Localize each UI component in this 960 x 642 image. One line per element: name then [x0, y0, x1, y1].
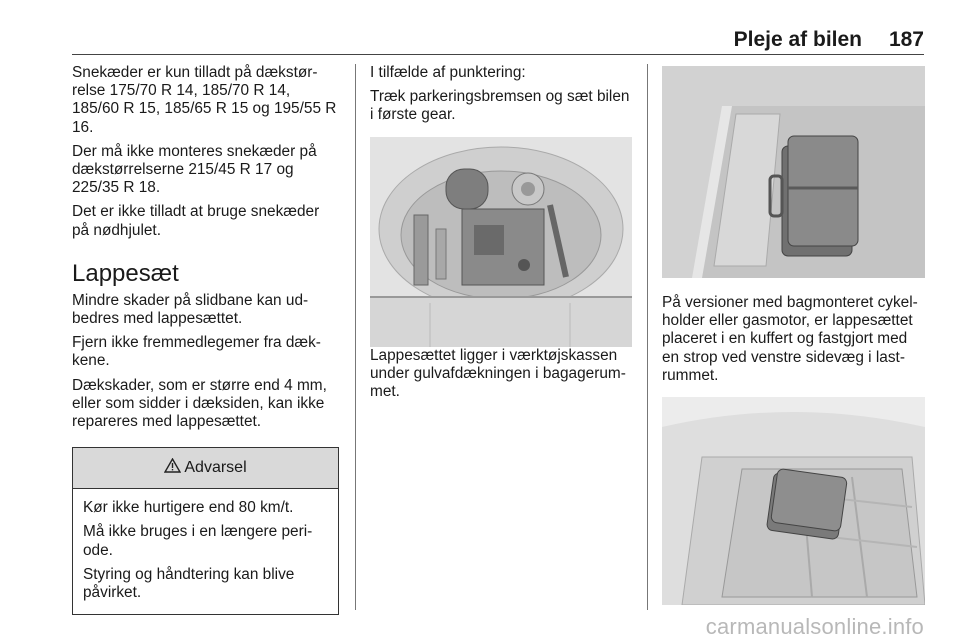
suitcase-caption: På versioner med bagmonteret cykelholder eller gasmotor, er lappesættet placeret i en kuffert og fastgjort med en strop ved venstre sidevæg i lastrummet.	[662, 294, 918, 384]
suitcase-illustration	[662, 66, 925, 278]
warning-title: Advarsel	[184, 459, 247, 477]
warning-body	[73, 489, 338, 614]
cargo-case-illustration	[662, 397, 925, 605]
watermark: carmanualsonline.info	[705, 614, 924, 639]
column-1	[72, 64, 340, 615]
page-header	[72, 28, 924, 55]
column-3	[662, 66, 926, 605]
column-divider-2	[647, 64, 648, 610]
warning-header	[73, 448, 338, 489]
chapter-title: Pleje af bilen	[733, 28, 862, 51]
snow-chain-sizes-text: Snekæder er kun tilladt på dækstørrelse 175/70 R 14, 185/70 R 14, 185/60 R 15, 185/65 R 15 og 195/55 R 16.	[72, 64, 337, 136]
warning-box	[72, 447, 339, 615]
spare-wheel-chain-text: Det er ikke tilladt at bruge snekæder på nødhjulet.	[72, 203, 320, 239]
puncture-intro-text: I tilfælde af punktering:	[370, 64, 526, 81]
foreign-objects-text: Fjern ikke fremmedlegemer fra dækkene.	[72, 334, 321, 370]
page-number: 187	[888, 28, 924, 51]
warning-item-duration: Må ikke bruges i en længere periode.	[83, 523, 313, 559]
column-divider-1	[355, 64, 356, 610]
warning-item-speed: Kør ikke hurtigere end 80 km/t.	[83, 499, 294, 517]
section-heading: Lappesæt	[72, 259, 179, 287]
column-2	[370, 64, 634, 407]
tool-box-illustration	[370, 137, 632, 347]
tool-box-caption: Lappesættet ligger i værktøjskassen under gulvafdækningen i bagagerummet.	[370, 346, 626, 401]
repair-kit-intro-text: Mindre skader på slidbane kan udbedres med lappesættet.	[72, 291, 309, 328]
warning-triangle-icon	[164, 458, 181, 478]
parking-brake-text: Træk parkeringsbremsen og sæt bilen i første gear.	[370, 88, 630, 124]
warning-item-handling: Styring og håndtering kan blive påvirket.	[83, 565, 295, 602]
snow-chain-restriction-text: Der må ikke monteres snekæder på dækstørrelserne 215/45 R 17 og 225/35 R 18.	[72, 142, 317, 197]
damage-limit-text: Dækskader, som er større end 4 mm, eller som sidder i dæksiden, kan ikke repareres med lappesættet.	[72, 376, 327, 431]
